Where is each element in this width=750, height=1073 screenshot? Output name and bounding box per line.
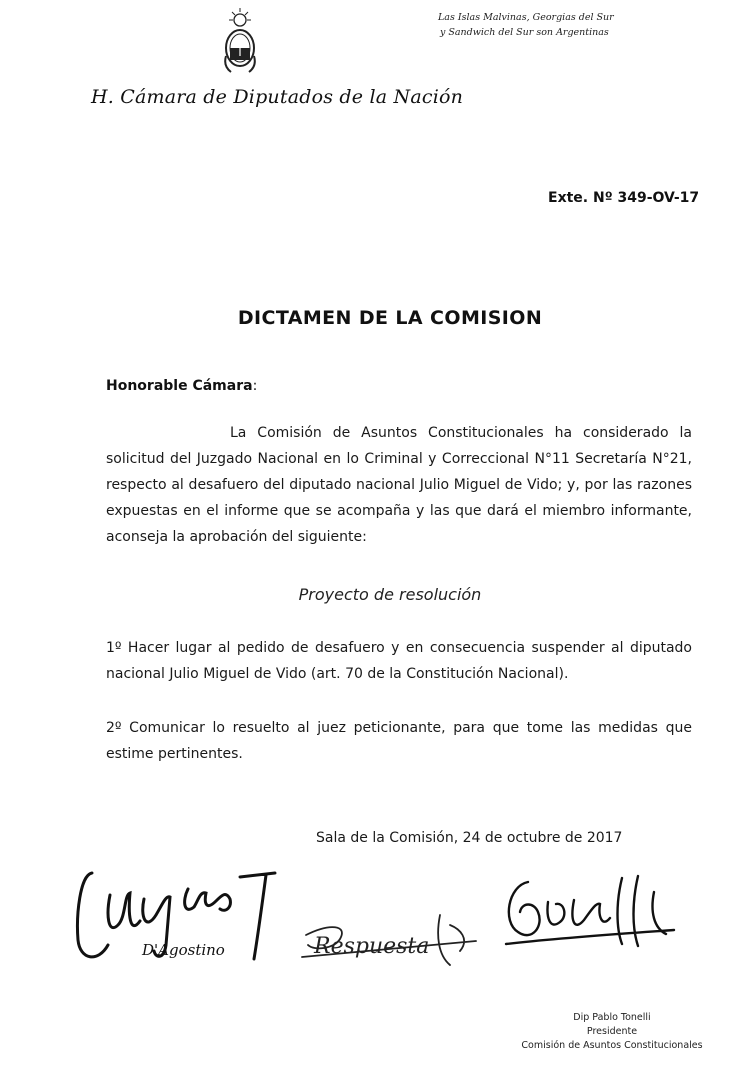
article-2: 2º Comunicar lo resuelto al juez peticionante, para que tome las medidas que estime pertinentes. [106,720,692,762]
signatory-role: Presidente [586,1026,638,1037]
salutation [106,378,257,394]
middle-signature-text: Respuesta [314,934,430,959]
salutation-colon: : [252,378,258,394]
motto-line-1: Las Islas Malvinas, Georgias del Sur [438,12,614,23]
left-signature-text: D'Agostino [142,941,225,959]
place-and-date: Sala de la Comisión, 24 de octubre de 2017 [316,830,623,846]
article-1: 1º Hacer lugar al pedido de desafuero y en consecuencia suspender al diputado nacional Julio Miguel de Vido (art. 70 de la Constitución Nacional). [106,640,692,682]
intro-paragraph [106,420,692,550]
signatory-name: Dip Pablo Tonelli [573,1012,651,1023]
national-motto [438,10,614,40]
chamber-name: H. Cámara de Diputados de la Nación [91,86,464,108]
handwritten-signature-middle [300,895,480,975]
signatory-block [482,1011,742,1053]
expediente-number [548,190,699,206]
intro-paragraph-text: La Comisión de Asuntos Constitucionales ha considerado la solicitud del Juzgado Nacional en lo Criminal y Correccional N°11 Secretaría N°21, respecto al desafuero del diputado nacional Julio Miguel de Vido; y, por las razones expuestas en el informe que se acompaña y las que dará el miembro informante, aconseja la aprobación del siguiente: [106,425,692,545]
expediente-value: 349-OV-17 [617,190,700,206]
document-title: DICTAMEN DE LA COMISION [237,307,543,329]
handwritten-signature-right [498,872,678,957]
motto-line-2: y Sandwich del Sur son Argentinas [440,27,609,38]
signatory-committee: Comisión de Asuntos Constitucionales [521,1040,703,1051]
salutation-text: Honorable Cámara [106,378,253,394]
resolution-subtitle: Proyecto de resolución [298,585,482,604]
coat-of-arms-seal [221,6,259,76]
expediente-label: Exte. Nº [548,190,613,206]
handwritten-signature-left [70,855,290,970]
